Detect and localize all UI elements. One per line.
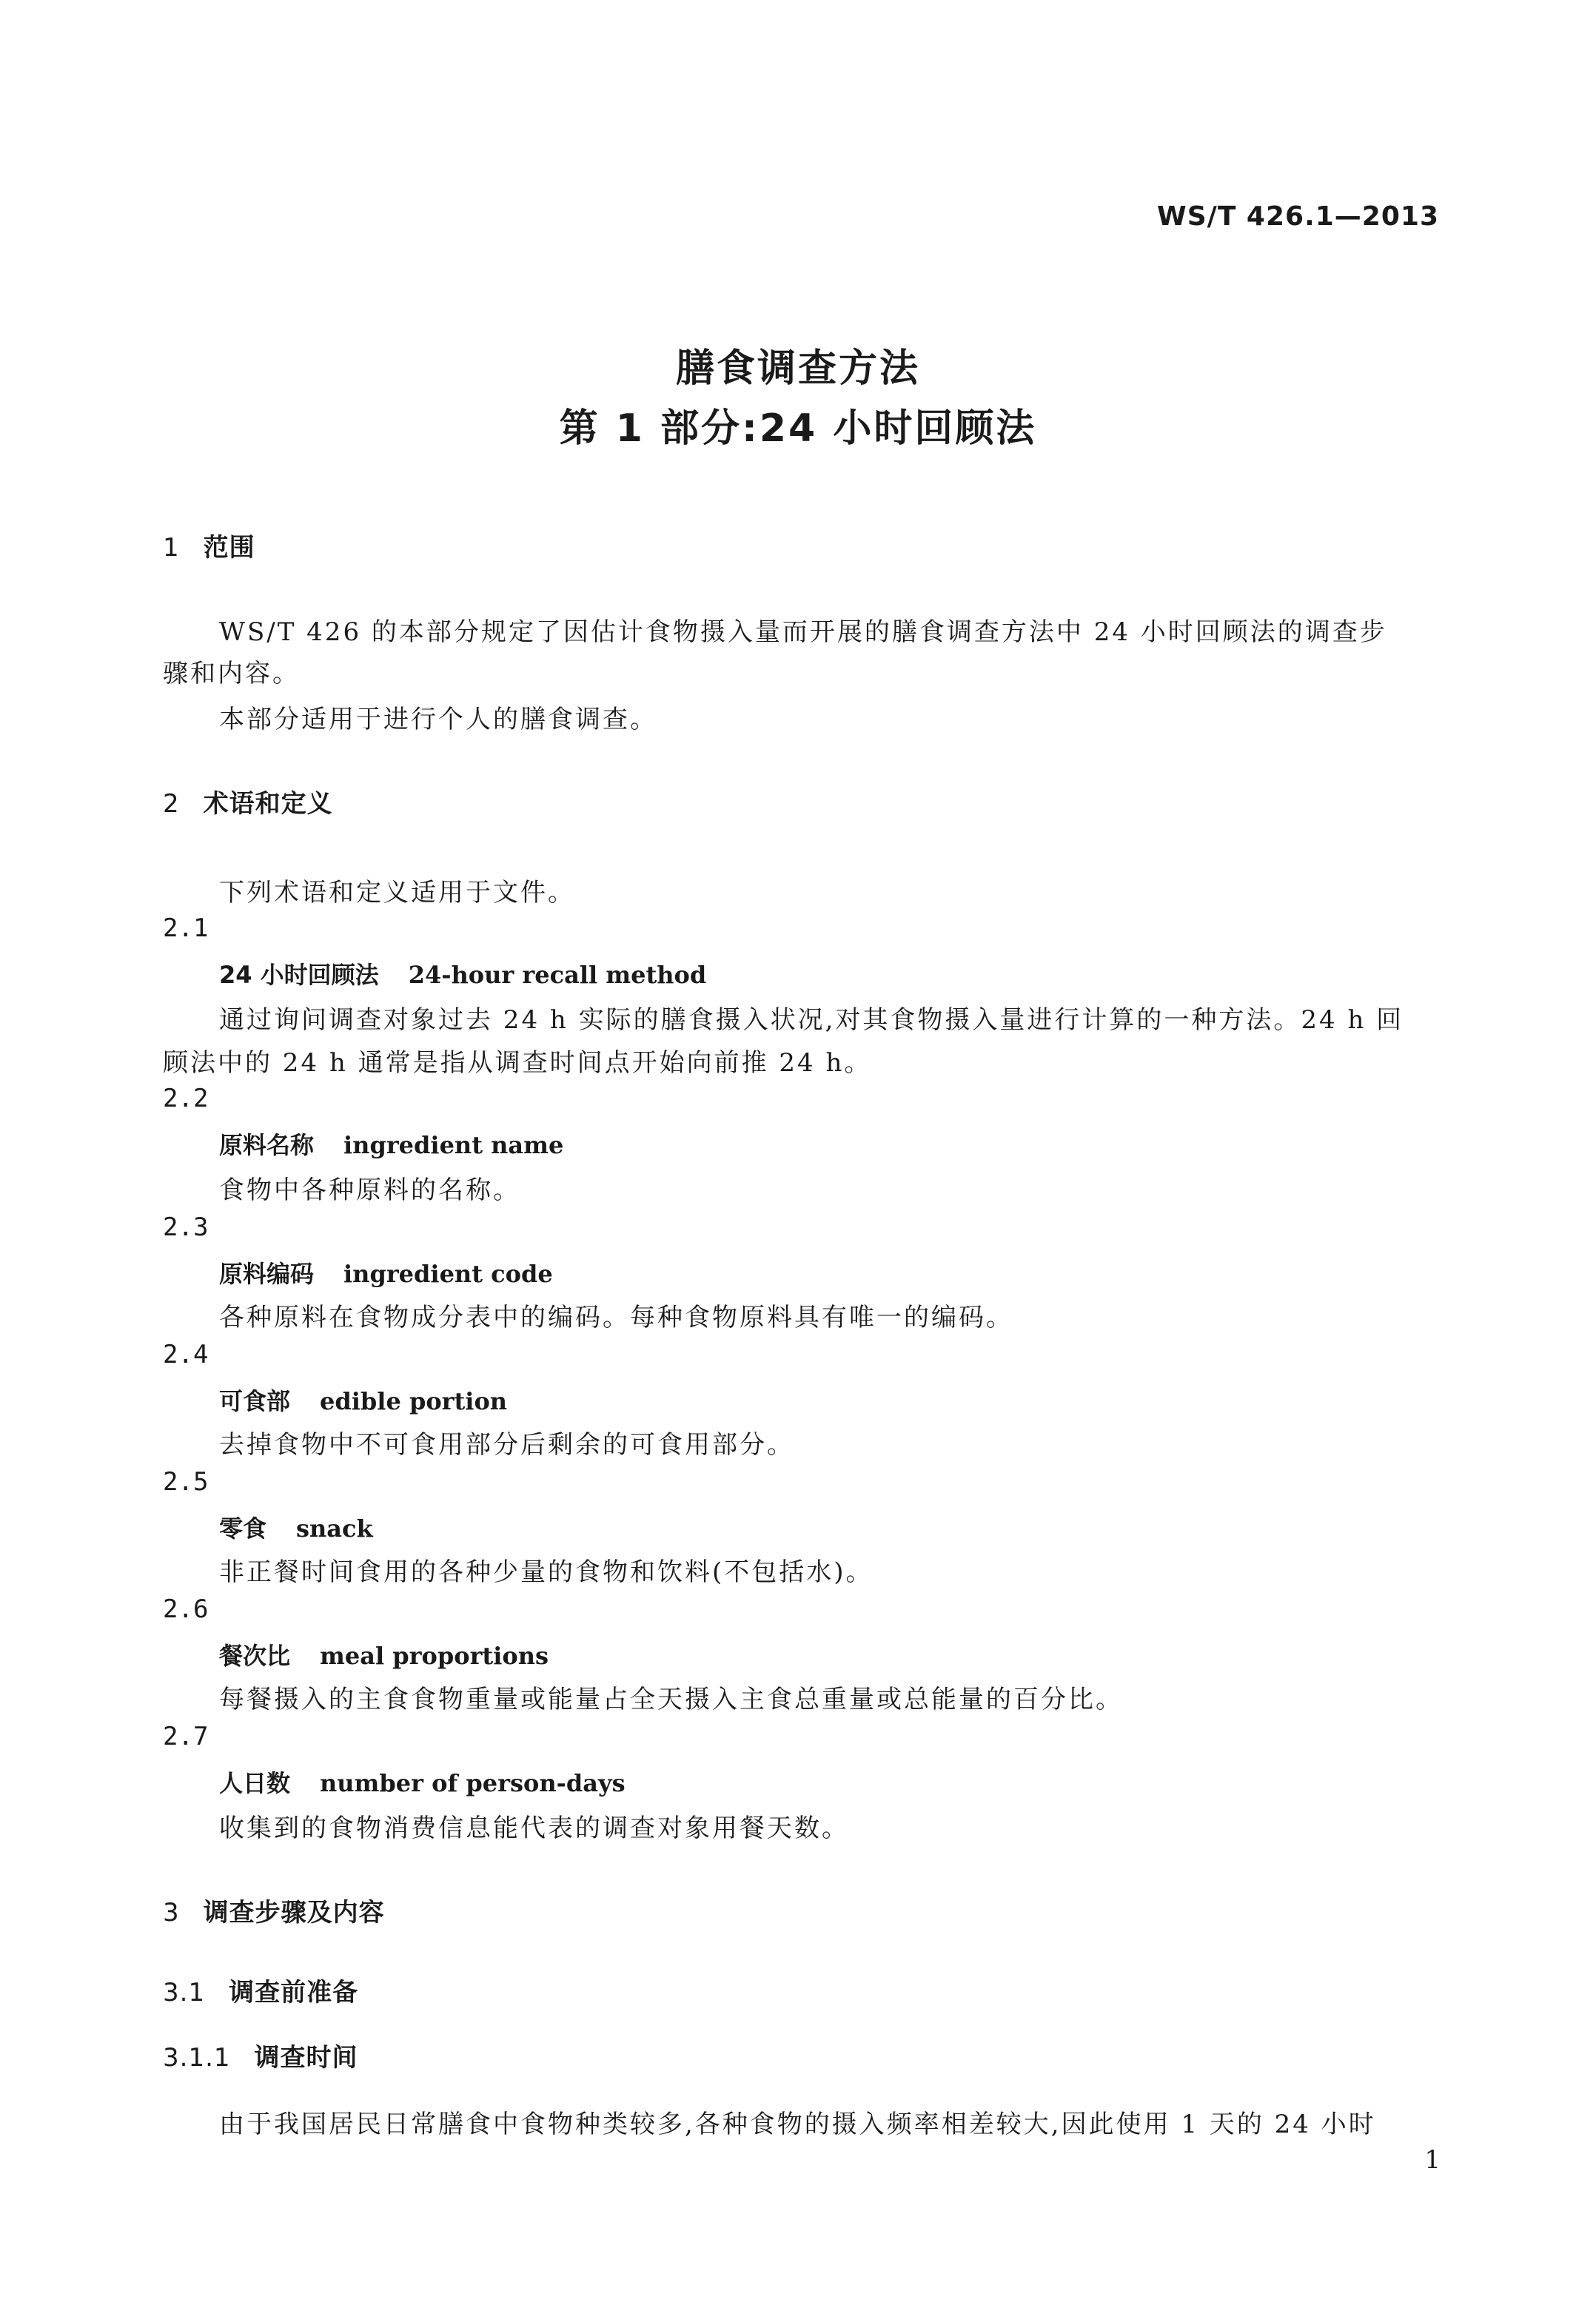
term-en: ingredient name (343, 1131, 564, 1159)
term-number: 2.2 (163, 1084, 209, 1113)
term-definition-continuation: 顾法中的 24 h 通常是指从调查时间点开始向前推 24 h。 (163, 1048, 872, 1078)
term-name (219, 1127, 563, 1161)
section-title: 调查步骤及内容 (203, 1898, 385, 1928)
section-title: 范围 (203, 533, 255, 563)
section-number: 1 (163, 533, 180, 563)
paragraph: 本部分适用于进行个人的膳食调查。 (219, 705, 657, 734)
paragraph: 下列术语和定义适用于文件。 (219, 878, 575, 908)
term-zh: 24 小时回顾法 (219, 961, 379, 989)
term-zh: 原料编码 (219, 1260, 315, 1288)
term-number: 2.4 (163, 1340, 209, 1369)
section-number: 3 (163, 1898, 180, 1928)
term-zh: 可食部 (219, 1387, 291, 1415)
term-definition: 食物中各种原料的名称。 (219, 1175, 520, 1205)
document-subtitle: 第 1 部分:24 小时回顾法 (559, 406, 1037, 451)
term-name (219, 1383, 507, 1417)
term-number: 2.3 (163, 1212, 209, 1242)
term-name (219, 1510, 373, 1544)
term-name (219, 1255, 553, 1289)
term-name (219, 1637, 549, 1671)
subsection-3-1-heading (163, 1972, 358, 2008)
term-number: 2.5 (163, 1467, 209, 1497)
section-3-heading (163, 1892, 385, 1928)
term-en: ingredient code (343, 1260, 553, 1288)
term-zh: 零食 (219, 1514, 267, 1543)
term-number: 2.7 (163, 1722, 209, 1751)
term-definition: 每餐摄入的主食食物重量或能量占全天摄入主食总重量或总能量的百分比。 (219, 1685, 1123, 1714)
term-zh: 人日数 (219, 1769, 291, 1797)
document-title: 膳食调查方法 (675, 346, 920, 391)
paragraph: WS/T 426 的本部分规定了因估计食物摄入量而开展的膳食调查方法中 24 小时回顾法的调查步 (219, 617, 1387, 647)
section-number: 3.1 (163, 1978, 206, 2007)
term-en: snack (296, 1514, 373, 1543)
paragraph-continuation: 骤和内容。 (163, 659, 300, 688)
term-en: number of person-days (320, 1769, 626, 1797)
term-definition: 各种原料在食物成分表中的编码。每种食物原料具有唯一的编码。 (219, 1303, 1013, 1332)
subsection-3-1-1-heading (163, 2037, 358, 2073)
term-number: 2.6 (163, 1594, 209, 1624)
standard-code: WS/T 426.1—2013 (1157, 201, 1439, 232)
section-1-heading (163, 527, 255, 563)
term-definition: 收集到的食物消费信息能代表的调查对象用餐天数。 (219, 1814, 849, 1843)
page-number: 1 (1424, 2145, 1441, 2175)
term-zh: 餐次比 (219, 1642, 291, 1670)
term-number: 2.1 (163, 913, 209, 943)
section-title: 术语和定义 (203, 789, 333, 819)
section-title: 调查前准备 (229, 1978, 359, 2007)
term-name (219, 1765, 626, 1799)
paragraph: 由于我国居民日常膳食中食物种类较多,各种食物的摄入频率相差较大,因此使用 1 天的 24 小时 (219, 2110, 1376, 2139)
section-2-heading (163, 783, 333, 819)
term-en: edible portion (320, 1387, 508, 1415)
term-en: 24-hour recall method (408, 961, 707, 989)
term-en: meal proportions (320, 1642, 549, 1670)
term-definition: 非正餐时间食用的各种少量的食物和饮料(不包括水)。 (219, 1557, 874, 1587)
section-title: 调查时间 (254, 2043, 358, 2073)
term-definition: 去掉食物中不可食用部分后剩余的可食用部分。 (219, 1430, 794, 1460)
term-name (219, 956, 706, 990)
term-zh: 原料名称 (219, 1131, 315, 1159)
term-definition: 通过询问调查对象过去 24 h 实际的膳食摄入状况,对其食物摄入量进行计算的一种方法。24 h 回 (219, 1005, 1404, 1035)
section-number: 3.1.1 (163, 2043, 231, 2073)
section-number: 2 (163, 789, 180, 819)
